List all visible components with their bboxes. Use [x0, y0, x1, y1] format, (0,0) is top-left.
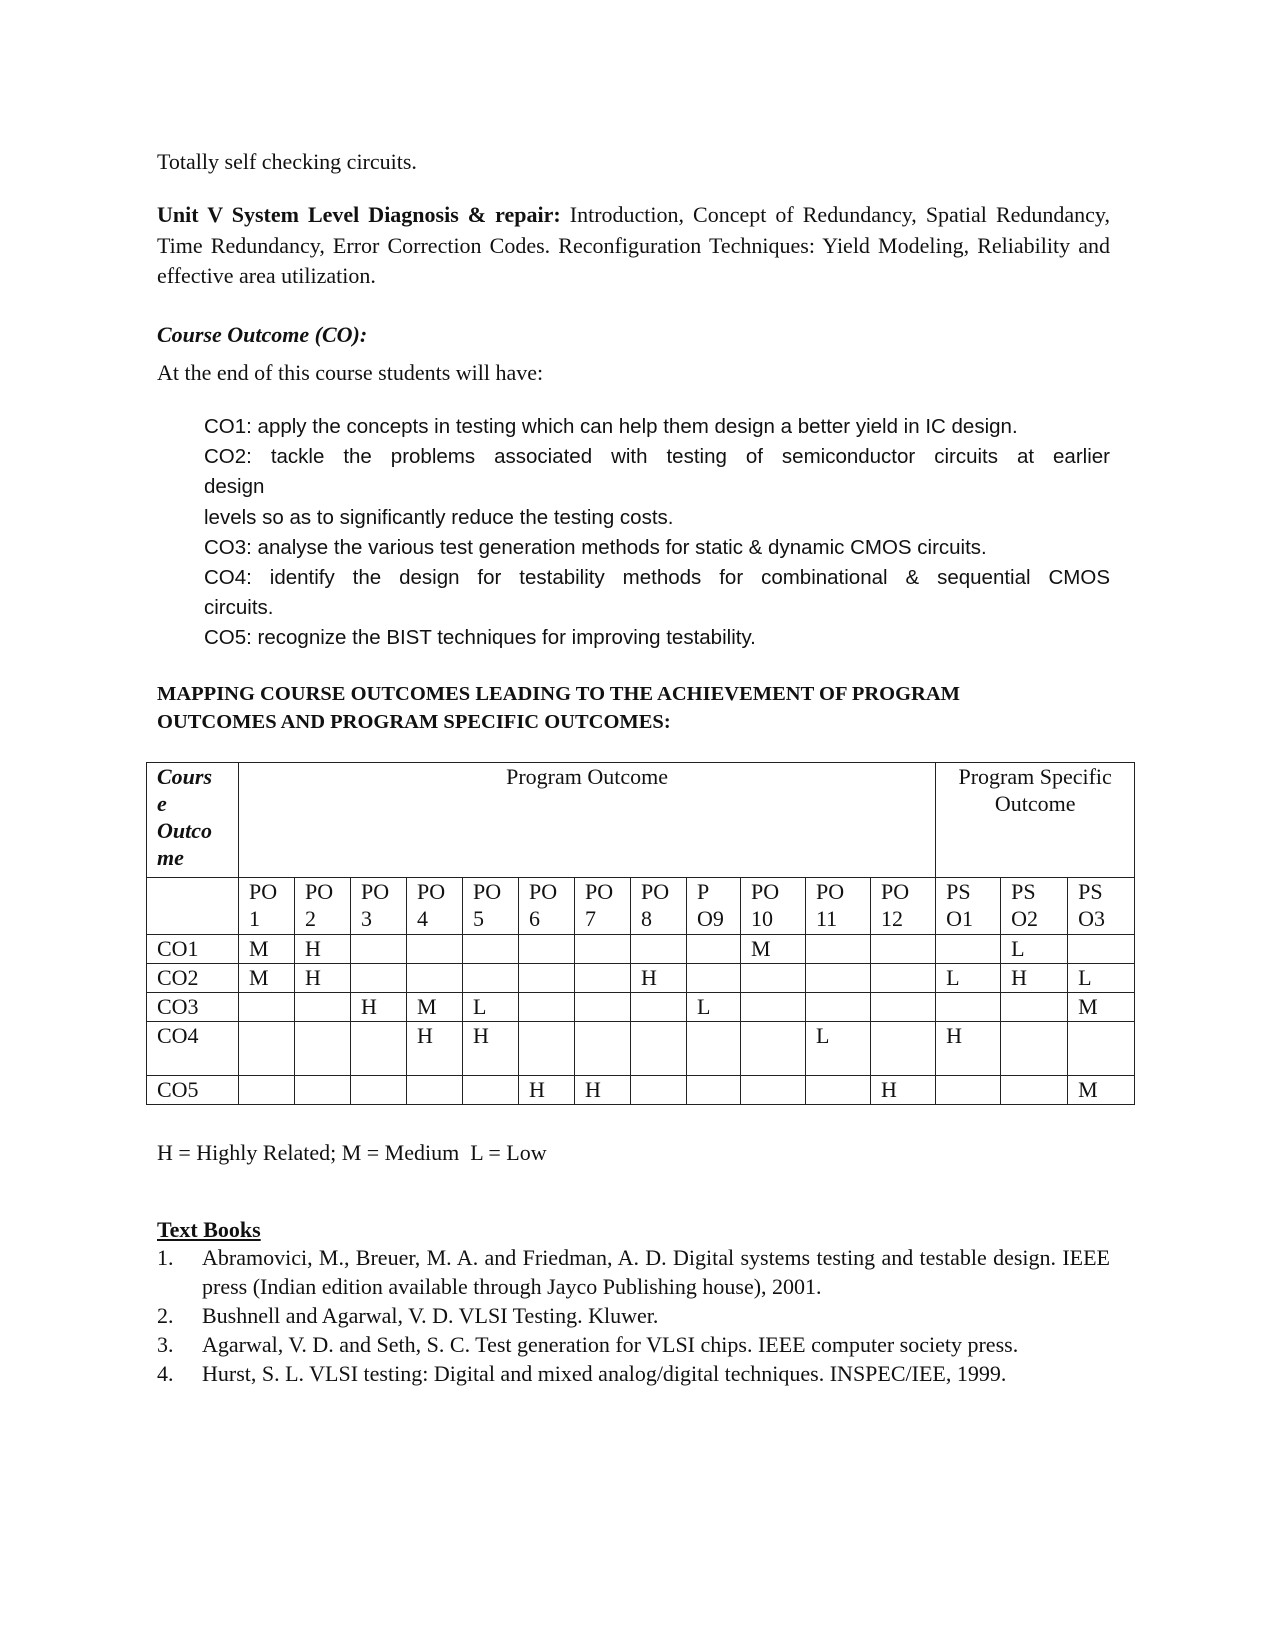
unit-5-text: Introduction, Concept of Redundancy, Spatial Redundancy, Time Redundancy, Error Correction Codes. Reconfiguration Techniques: Yield Modeling, Reliability and effective area utilization. [157, 202, 1110, 288]
mapping-cell [519, 935, 575, 964]
mapping-cell: H [936, 1022, 1001, 1076]
mapping-heading-line1: MAPPING COURSE OUTCOMES LEADING TO THE ACHIEVEMENT OF PROGRAM [157, 683, 961, 705]
po-column-label: O2 [1011, 906, 1039, 931]
mapping-cell: M [239, 935, 295, 964]
co-label-cell: CO3 [147, 993, 239, 1022]
po-column-header [741, 878, 806, 935]
po-column-label: 5 [473, 906, 484, 931]
po-column-header [351, 878, 407, 935]
po-column-label: 11 [816, 906, 838, 931]
po-column-label: PS [1078, 879, 1103, 904]
list-item-number: 3. [157, 1332, 174, 1357]
mapping-cell: M [1068, 993, 1135, 1022]
mapping-cell [936, 935, 1001, 964]
legend: H = Highly Related; M = Medium L = Low [157, 1140, 547, 1165]
mapping-cell [407, 1076, 463, 1105]
po-column-header [687, 878, 741, 935]
mapping-cell [575, 964, 631, 993]
po-column-header [1068, 878, 1135, 935]
co2-text-line1: CO2: tackle the problems associated with testing of semiconductor circuits at earlier [204, 445, 1110, 469]
po-column-label: O9 [697, 906, 724, 931]
mapping-cell: L [936, 964, 1001, 993]
list-item-text: Bushnell and Agarwal, V. D. VLSI Testing. Kluwer. [202, 1303, 659, 1328]
mapping-cell [936, 1076, 1001, 1105]
mapping-cell: H [1001, 964, 1068, 993]
table-row [147, 935, 1135, 964]
mapping-cell [519, 993, 575, 1022]
co1-text: CO1: apply the concepts in testing which can help them design a better yield in IC design. [204, 415, 1018, 438]
mapping-cell [871, 1022, 936, 1076]
mapping-cell [351, 1076, 407, 1105]
co-label-cell: CO4 [147, 1022, 239, 1076]
po-column-label: O1 [946, 906, 974, 931]
mapping-cell [295, 1022, 351, 1076]
po-column-label: P [697, 879, 710, 904]
po-column-label: PO [249, 879, 278, 904]
mapping-cell [687, 1022, 741, 1076]
co3-text: CO3: analyse the various test generation methods for static & dynamic CMOS circuits. [204, 535, 987, 559]
po-column-header [519, 878, 575, 935]
mapping-cell [407, 964, 463, 993]
mapping-cell [519, 964, 575, 993]
course-outcome-heading: Course Outcome (CO): [157, 322, 368, 347]
corner-header-cell: Cours e Outco me [147, 763, 239, 878]
co-po-mapping-table [146, 762, 1135, 1105]
po-column-label: 8 [641, 906, 652, 931]
po-column-label: PO [417, 879, 446, 904]
mapping-cell: H [519, 1076, 575, 1105]
mapping-cell: L [1068, 964, 1135, 993]
mapping-cell [741, 1076, 806, 1105]
unit-5-paragraph [157, 200, 1110, 292]
po-column-label: PO [881, 879, 910, 904]
mapping-cell [806, 993, 871, 1022]
po-column-label: 1 [249, 906, 260, 931]
mapping-cell [239, 1022, 295, 1076]
mapping-cell: M [239, 964, 295, 993]
po-column-header [575, 878, 631, 935]
mapping-cell [1068, 1022, 1135, 1076]
po-column-header [936, 878, 1001, 935]
list-item-number: 4. [157, 1361, 174, 1386]
mapping-cell [806, 935, 871, 964]
po-column-label: PO [529, 879, 558, 904]
mapping-cell [871, 935, 936, 964]
po-column-header [463, 878, 519, 935]
mapping-cell: L [1001, 935, 1068, 964]
text-books-heading: Text Books [157, 1217, 261, 1242]
mapping-cell: H [631, 964, 687, 993]
text-books-list [157, 1243, 1110, 1388]
po-column-label: 10 [751, 906, 773, 931]
mapping-cell [463, 935, 519, 964]
mapping-cell: M [741, 935, 806, 964]
mapping-cell [575, 993, 631, 1022]
po-column-header [631, 878, 687, 935]
mapping-heading [157, 680, 1117, 736]
po-column-header [806, 878, 871, 935]
po-columns-row [147, 878, 1135, 935]
mapping-cell [351, 1022, 407, 1076]
po-column-label: PO [585, 879, 614, 904]
co-label-cell: CO1 [147, 935, 239, 964]
mapping-cell [463, 1076, 519, 1105]
po-column-header [407, 878, 463, 935]
mapping-cell [936, 993, 1001, 1022]
po-column-label: PO [816, 879, 845, 904]
mapping-cell [463, 964, 519, 993]
mapping-cell: H [295, 935, 351, 964]
mapping-cell [295, 993, 351, 1022]
mapping-cell: H [463, 1022, 519, 1076]
mapping-cell [407, 935, 463, 964]
empty-corner-cell [147, 878, 239, 935]
mapping-heading-line2: OUTCOMES AND PROGRAM SPECIFIC OUTCOMES: [157, 711, 671, 733]
mapping-cell [351, 964, 407, 993]
mapping-cell [351, 935, 407, 964]
po-column-label: 7 [585, 906, 596, 931]
course-outcome-list [204, 412, 1110, 654]
mapping-cell [575, 1022, 631, 1076]
table-header-row [147, 763, 1135, 878]
program-outcome-header: Program Outcome [239, 763, 936, 878]
mapping-cell [687, 935, 741, 964]
co-label-cell: CO2 [147, 964, 239, 993]
po-column-label: PS [946, 879, 971, 904]
mapping-cell [295, 1076, 351, 1105]
co4-text-line2: circuits. [204, 596, 274, 620]
mapping-cell [239, 993, 295, 1022]
mapping-cell: H [351, 993, 407, 1022]
po-column-label: 3 [361, 906, 372, 931]
mapping-cell [741, 964, 806, 993]
course-outcome-intro: At the end of this course students will have: [157, 360, 544, 385]
po-column-label: PO [751, 879, 780, 904]
list-item-text: Abramovici, M., Breuer, M. A. and Friedman, A. D. Digital systems testing and testable design. IEEE press (Indian edition available through Jayco Publishing house), 2001. [202, 1245, 1110, 1299]
list-item [157, 1301, 1110, 1330]
mapping-cell [1068, 935, 1135, 964]
mapping-cell [575, 935, 631, 964]
co-label-cell: CO5 [147, 1076, 239, 1105]
list-item-number: 2. [157, 1303, 174, 1328]
mapping-cell: M [407, 993, 463, 1022]
mapping-cell [806, 1076, 871, 1105]
co2-text-line2: design [204, 475, 265, 499]
po-column-label: PS [1011, 879, 1036, 904]
list-item-number: 1. [157, 1245, 174, 1270]
table-row [147, 964, 1135, 993]
list-item-text: Agarwal, V. D. and Seth, S. C. Test generation for VLSI chips. IEEE computer society press. [202, 1332, 1019, 1357]
list-item-text: Hurst, S. L. VLSI testing: Digital and mixed analog/digital techniques. INSPEC/IEE, 1999. [202, 1361, 1007, 1386]
list-item [157, 1330, 1110, 1359]
po-column-header [871, 878, 936, 935]
po-column-label: PO [473, 879, 502, 904]
list-item [157, 1359, 1110, 1388]
mapping-cell: H [407, 1022, 463, 1076]
mapping-cell [1001, 1076, 1068, 1105]
po-column-header [239, 878, 295, 935]
po-column-label: O3 [1078, 906, 1106, 931]
mapping-cell [1001, 1022, 1068, 1076]
po-column-label: PO [361, 879, 390, 904]
mapping-cell [239, 1076, 295, 1105]
mapping-cell: L [463, 993, 519, 1022]
po-column-label: 12 [881, 906, 903, 931]
mapping-cell [871, 993, 936, 1022]
mapping-cell: H [871, 1076, 936, 1105]
mapping-cell: H [295, 964, 351, 993]
mapping-cell: H [575, 1076, 631, 1105]
mapping-cell [741, 993, 806, 1022]
mapping-cell [687, 1076, 741, 1105]
program-specific-outcome-header: Program Specific Outcome [936, 763, 1135, 878]
mapping-cell [631, 993, 687, 1022]
mapping-cell [687, 964, 741, 993]
mapping-cell [631, 1022, 687, 1076]
po-column-header [295, 878, 351, 935]
mapping-cell [741, 1022, 806, 1076]
mapping-cell [631, 935, 687, 964]
co4-text-line1: CO4: identify the design for testability methods for combinational & sequential CMOS [204, 566, 1110, 590]
po-column-label: PO [305, 879, 334, 904]
mapping-cell [631, 1076, 687, 1105]
mapping-cell: L [687, 993, 741, 1022]
mapping-cell: L [806, 1022, 871, 1076]
list-item [157, 1243, 1110, 1301]
table-row [147, 1022, 1135, 1076]
po-column-header [1001, 878, 1068, 935]
po-column-label: PO [641, 879, 670, 904]
unit-5-title: Unit V System Level Diagnosis & repair: [157, 202, 561, 227]
mapping-cell [806, 964, 871, 993]
po-column-label: 2 [305, 906, 316, 931]
mapping-cell [519, 1022, 575, 1076]
co5-text: CO5: recognize the BIST techniques for improving testability. [204, 626, 756, 650]
mapping-cell: M [1068, 1076, 1135, 1105]
co2-text-line3: levels so as to significantly reduce the testing costs. [204, 505, 674, 529]
po-column-label: 6 [529, 906, 540, 931]
mapping-cell [1001, 993, 1068, 1022]
table-row [147, 993, 1135, 1022]
table-row [147, 1076, 1135, 1105]
mapping-cell [871, 964, 936, 993]
intro-line: Totally self checking circuits. [157, 149, 417, 174]
po-column-label: 4 [417, 906, 428, 931]
